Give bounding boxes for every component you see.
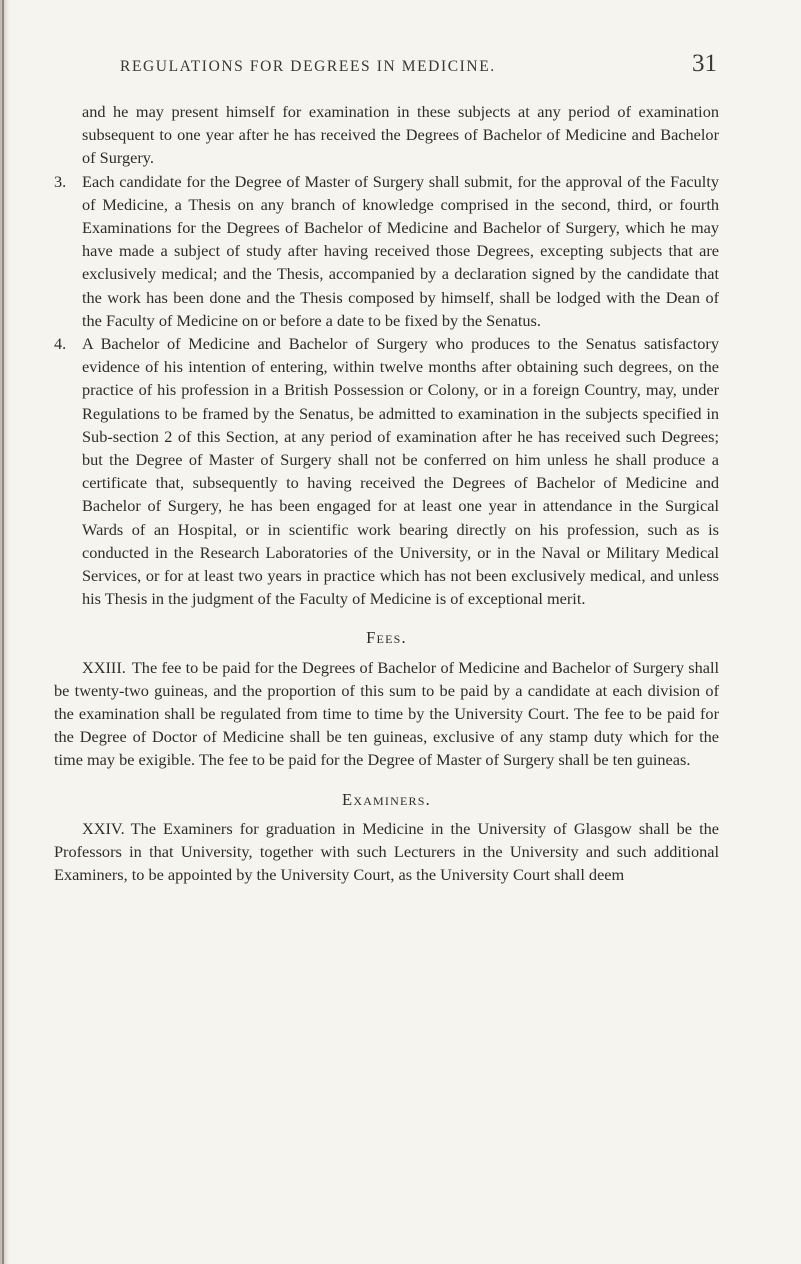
running-title: REGULATIONS FOR DEGREES IN MEDICINE.	[120, 58, 496, 75]
section-text: The fee to be paid for the Degrees of Bachelor of Medicine and Bachelor of Surgery shall be twenty-two guineas, and the proportion of this sum to be paid by a candidate at each division of the examination shall be regulated from time to time by the University Court. The fee to be paid for the Degree of Doctor of Medicine shall be ten guineas, exclusive of any stamp duty which for the time may be exigible. The fee to be paid for the Degree of Master of Surgery shall be ten guineas.	[54, 657, 719, 770]
numbered-item-4	[54, 332, 719, 610]
main-text	[54, 100, 719, 887]
section-number: XXIV.	[82, 818, 125, 838]
running-head	[0, 48, 801, 78]
section-number: XXIII.	[82, 657, 126, 677]
item-text: Each candidate for the Degree of Master of Surgery shall submit, for the approval of the Faculty of Medicine, a Thesis on any branch of knowledge comprised in the second, third, or fourth Examinations for the Degrees of Bachelor of Medicine and Bachelor of Surgery, which he may have made a subject of study after having received those Degrees, excepting subjects that are exclusively medical; and the Thesis, accompanied by a declaration signed by the candidate that the work has been done and the Thesis composed by himself, shall be lodged with the Dean of the Faculty of Medicine on or before a date to be fixed by the Senatus.	[82, 171, 719, 330]
numbered-item-3	[54, 170, 719, 332]
continuation-paragraph: and he may present himself for examination in these subjects at any period of examination subsequent to one year after he has received the Degrees of Bachelor of Medicine and Bachelor of Surgery.	[82, 102, 719, 168]
item-text: A Bachelor of Medicine and Bachelor of Surgery who produces to the Senatus satisfactory evidence of his intention of entering, within twelve months after obtaining such degrees, on the practice of his profession in a British Possession or Colony, or in a foreign Country, may, under Regulations to be framed by the Senatus, be admitted to examination in the subjects specified in Sub-section 2 of this Section, at any period of examination after he has received such Degrees; but the Degree of Master of Surgery shall not be conferred on him unless he shall produce a certificate that, subsequently to having received the Degrees of Bachelor of Medicine and Bachelor of Surgery, he has been engaged for at least one year in attendance in the Surgical Wards of an Hospital, or in scientific work bearing directly on his profession, such as is conducted in the Research Laboratories of the University, or in the Naval or Military Medical Services, or for at least two years in practice which has not been exclusively medical, and unless his Thesis in the judgment of the Faculty of Medicine is of exceptional merit.	[82, 334, 719, 609]
section-xxiv	[54, 817, 719, 887]
item-number: 4.	[54, 334, 67, 354]
examiners-heading: Examiners.	[342, 789, 431, 809]
section-text: The Examiners for graduation in Medicine in the University of Glasgow shall be the Professors in that University, together with such Lecturers in the University and such additional Examiners, to be appointed by the University Court, as the University Court shall deem	[54, 818, 719, 885]
item-number: 3.	[54, 171, 67, 191]
page-number: 31	[692, 50, 717, 77]
section-xxiii	[54, 656, 719, 772]
page-binding-edge	[2, 0, 4, 1264]
fees-heading: Fees.	[366, 628, 407, 648]
